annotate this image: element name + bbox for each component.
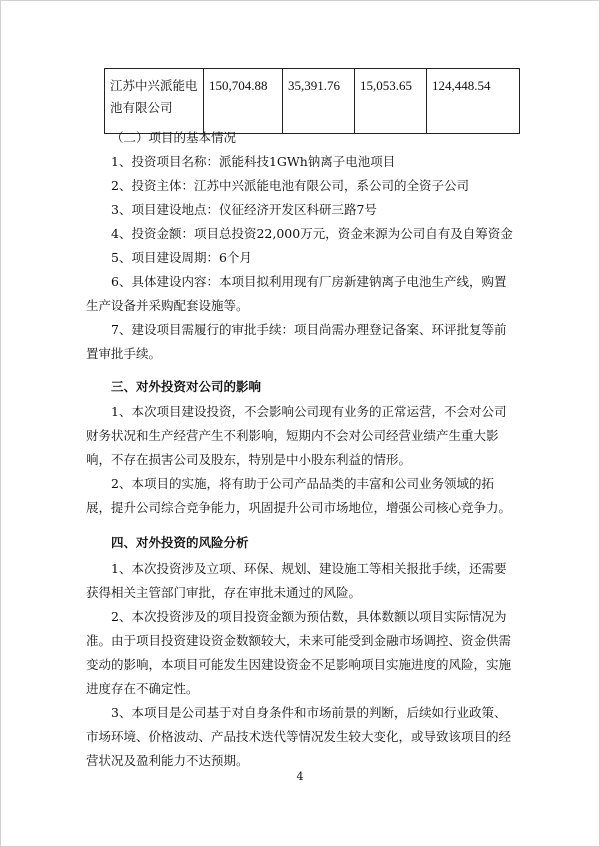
- financial-table: [104, 68, 520, 134]
- paragraph: 2、本次投资涉及的项目投资金额为预估数，具体数额以项目实际情况为准。由于项目投资建设资金数额较大，未来可能受到金融市场调控、资金供需变动的影响，本项目可能发生因建设资金不足影响项目实施进度的风险，实施进度存在不确定性。: [86, 609, 512, 696]
- table-cell-company: 江苏中兴派能电池有限公司: [105, 69, 204, 134]
- section-heading: 四、对外投资的风险分析: [111, 535, 249, 550]
- paragraph: 3、本项目是公司基于对自身条件和市场前景的判断，后续如行业政策、市场环境、价格波动、产品技术迭代等情况发生较大变化，或导致该项目的经营状况及盈利能力不达预期。: [86, 705, 512, 768]
- section-heading: 三、对外投资对公司的影响: [111, 379, 262, 394]
- table-cell-value: 15,053.65: [355, 69, 427, 134]
- table-row: [105, 69, 520, 134]
- page-number: 4: [296, 770, 304, 783]
- list-item: 2、投资主体：江苏中兴派能电池有限公司，系公司的全资子公司: [111, 178, 469, 193]
- list-item: 1、投资项目名称：派能科技1GWh钠离子电池项目: [111, 154, 396, 169]
- list-item: 7、建设项目需履行的审批手续：项目尚需办理登记备案、环评批复等前置审批手续。: [86, 322, 507, 361]
- list-item: 5、项目建设周期：6个月: [111, 250, 252, 265]
- table-cell-value: 150,704.88: [204, 69, 283, 134]
- subsection-heading: （二）项目的基本情况: [111, 130, 237, 145]
- list-item: 3、项目建设地点：仪征经济开发区科研三路7号: [111, 202, 377, 217]
- table-cell-value: 124,448.54: [427, 69, 520, 134]
- paragraph: 2、本项目的实施，将有助于公司产品品类的丰富和公司业务领域的拓展，提升公司综合竞争能力，巩固提升公司市场地位，增强公司核心竞争力。: [86, 476, 512, 515]
- paragraph: 1、本次投资涉及立项、环保、规划、建设施工等相关报批手续，还需要获得相关主管部门审批，存在审批未通过的风险。: [86, 561, 507, 600]
- paragraph: 1、本次项目建设投资，不会影响公司现有业务的正常运营，不会对公司财务状况和生产经营产生不利影响，短期内不会对公司经营业绩产生重大影响，不存在损害公司及股东，特别是中小股东利益的情形。: [86, 404, 507, 467]
- list-item: 4、投资金额：项目总投资22,000万元，资金来源为公司自有及自筹资金: [111, 226, 513, 241]
- table-cell-value: 35,391.76: [283, 69, 355, 134]
- list-item: 6、具体建设内容：本项目拟利用现有厂房新建钠离子电池生产线，购置生产设备并采购配套设施等。: [86, 274, 507, 313]
